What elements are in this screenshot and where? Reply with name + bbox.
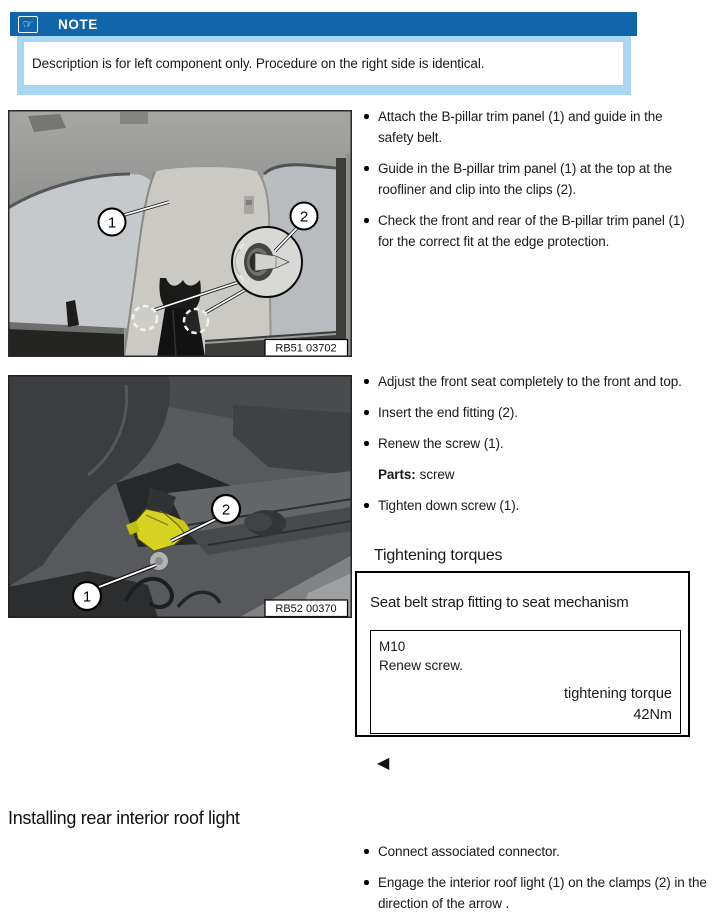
svg-text:1: 1 <box>82 588 92 606</box>
torque-heading: Tightening torques <box>374 547 503 564</box>
torque-value: 42Nm <box>633 707 672 723</box>
note-title: NOTE <box>58 16 98 32</box>
torque-spec-line1: M10 <box>379 639 406 654</box>
torque-spec-line2: Renew screw. <box>379 658 464 673</box>
svg-text:RB51 03702: RB51 03702 <box>275 342 337 355</box>
figure-bpillar-photo <box>8 110 352 357</box>
parts-value: screw <box>419 467 455 482</box>
svg-text:2: 2 <box>299 208 309 226</box>
figure1-code-label <box>265 340 348 357</box>
svg-text:2: 2 <box>221 501 231 519</box>
list-item: Guide in the B-pillar trim panel (1) at the top at the roofliner and clip into the clips (2). <box>362 158 698 200</box>
list-item: Attach the B-pillar trim panel (1) and guide in the safety belt. <box>362 106 698 148</box>
dashed-circle-clip-right <box>184 309 208 333</box>
note-body-text: Description is for left component only. Procedure on the right side is identical. <box>32 56 485 71</box>
list-item: Engage the interior roof light (1) on the clamps (2) in the direction of the arrow . <box>362 872 712 914</box>
pointing-hand-icon: ☞ <box>18 16 38 33</box>
clip-detail-magnifier <box>232 227 302 297</box>
steps-list-seat-belt <box>362 371 710 526</box>
note-frame <box>17 36 631 95</box>
list-item: Tighten down screw (1). <box>362 495 686 516</box>
list-item: Connect associated connector. <box>362 841 712 862</box>
torque-spec-box <box>370 630 681 734</box>
steps-list-bpillar <box>362 106 710 262</box>
svg-text:RB52 00370: RB52 00370 <box>275 603 337 615</box>
section-heading: Installing rear interior roof light <box>8 808 240 828</box>
dashed-circle-clip-left <box>133 306 157 330</box>
svg-text:1: 1 <box>107 214 117 232</box>
list-item: Adjust the front seat completely to the front and top. <box>362 371 686 392</box>
end-of-step-marker: ◀ <box>377 755 390 772</box>
parts-line <box>362 464 710 485</box>
list-item: Check the front and rear of the B-pillar trim panel (1) for the correct fit at the edge protection. <box>362 210 698 252</box>
steps-list-roof-light <box>362 841 718 924</box>
torque-label: tightening torque <box>563 686 672 702</box>
list-item: Renew the screw (1). <box>362 433 686 454</box>
list-item: Insert the end fitting (2). <box>362 402 686 423</box>
torque-box <box>355 571 690 737</box>
note-body-box <box>24 42 623 85</box>
torque-title: Seat belt strap fitting to seat mechanism <box>370 594 629 611</box>
figure-seat-mechanism-photo <box>8 375 352 618</box>
figure2-code-label <box>265 600 348 617</box>
parts-label: Parts: <box>378 467 416 482</box>
note-header-bar <box>10 12 637 36</box>
